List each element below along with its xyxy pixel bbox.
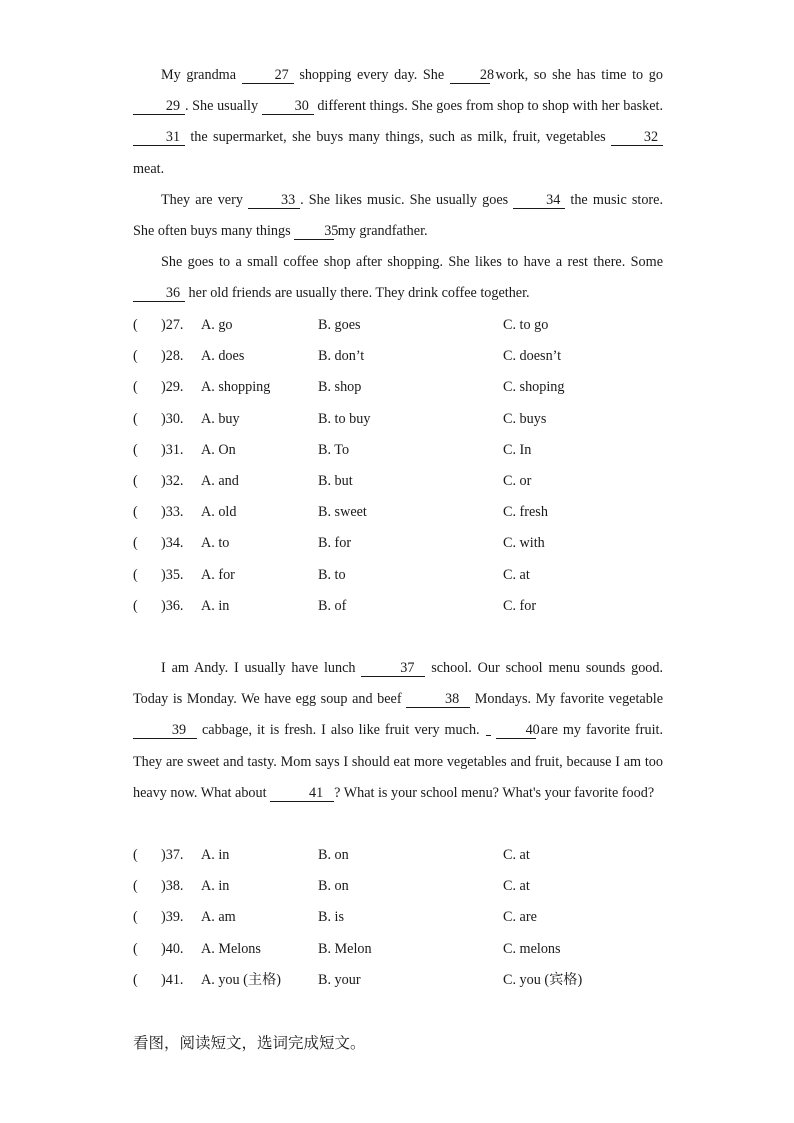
question-row [133, 404, 693, 435]
question-row [133, 840, 693, 871]
question-number: )28. [161, 348, 184, 365]
option-c[interactable]: C. doesn’t [503, 348, 562, 365]
option-a[interactable]: A. for [201, 566, 235, 583]
option-a[interactable]: A. does [201, 348, 245, 365]
text-segment: shopping every day. She [299, 67, 445, 83]
question-number: )41. [161, 971, 184, 988]
option-b[interactable]: B. to buy [318, 410, 371, 427]
text-segment: time to go [601, 67, 663, 83]
option-c[interactable]: C. at [503, 847, 530, 863]
section-instruction: 看图，阅读短文，选词完成短文。 [133, 1035, 366, 1052]
option-b[interactable]: B. Melon [318, 940, 372, 957]
passage-2 [133, 653, 663, 809]
text-segment: work, so she has [495, 67, 596, 83]
answer-bracket[interactable]: ( [133, 317, 138, 333]
passage-2-paragraph [133, 653, 663, 809]
option-c[interactable]: C. are [503, 909, 537, 926]
text-segment: more vegetables and fruit, because I am too heavy now. What about [133, 753, 663, 801]
question-row [133, 934, 693, 965]
underline-mark [486, 721, 491, 736]
option-c[interactable]: C. for [503, 597, 537, 614]
question-row [133, 310, 693, 341]
question-number: )33. [161, 504, 184, 521]
passage-1-paragraph-2 [133, 185, 663, 247]
option-c[interactable]: C. at [503, 566, 530, 583]
blank-31: 31 [133, 129, 185, 146]
question-row [133, 560, 693, 591]
question-row [133, 965, 693, 996]
blank-38: 38 [406, 691, 470, 708]
answer-bracket[interactable]: ( [133, 379, 138, 396]
answer-bracket[interactable]: ( [133, 566, 138, 583]
option-a[interactable]: A. go [201, 317, 233, 333]
answer-bracket[interactable]: ( [133, 504, 138, 521]
blank-41: 41 [270, 785, 334, 802]
text-segment: school. Our school menu sounds [431, 660, 626, 676]
question-number: )27. [161, 317, 184, 333]
answer-bracket[interactable]: ( [133, 940, 138, 957]
question-number: )30. [161, 410, 184, 427]
option-a[interactable]: A. in [201, 847, 230, 863]
answer-bracket[interactable]: ( [133, 410, 138, 427]
text-segment: cabbage, it is fresh. I also like fruit very much. [201, 722, 480, 739]
option-a[interactable]: A. shopping [201, 379, 271, 396]
question-number: )40. [161, 940, 184, 957]
text-segment: my grandfather. [337, 223, 428, 240]
option-b[interactable]: B. on [318, 878, 349, 895]
blank-36: 36 [133, 285, 185, 302]
text-segment: the [570, 191, 588, 208]
question-number: )39. [161, 909, 184, 926]
option-b[interactable]: B. sweet [318, 504, 367, 521]
question-row [133, 591, 693, 622]
option-c[interactable]: C. shoping [503, 379, 565, 396]
question-row [133, 497, 693, 528]
text-segment: good. Today is Monday. We have egg soup and beef [133, 660, 664, 708]
blank-30: 30 [262, 98, 314, 115]
answer-bracket[interactable]: ( [133, 535, 138, 552]
text-segment: What is your school menu? What's your favorite food? [343, 784, 655, 801]
option-b[interactable]: B. on [318, 847, 349, 863]
text-segment: They are very [161, 191, 243, 208]
question-row [133, 372, 693, 403]
answer-bracket[interactable]: ( [133, 909, 138, 926]
option-b[interactable]: B. shop [318, 379, 362, 396]
option-a[interactable]: A. to [201, 535, 230, 552]
question-number: )38. [161, 878, 184, 895]
question-row [133, 341, 693, 372]
option-b[interactable]: B. goes [318, 317, 361, 333]
blank-28: 28 [450, 67, 490, 84]
questions-27-36 [133, 310, 693, 622]
option-a[interactable]: A. and [201, 472, 239, 489]
text-segment: Some [630, 254, 663, 271]
option-b[interactable]: B. your [318, 971, 361, 988]
text-segment: the supermarket, she buys many things, such as [190, 129, 473, 146]
answer-bracket[interactable]: ( [133, 348, 138, 365]
option-b[interactable]: B. but [318, 472, 353, 489]
option-c[interactable]: C. you (宾格) [503, 971, 583, 988]
option-a[interactable]: A. buy [201, 410, 240, 427]
question-number: )36. [161, 597, 184, 614]
blank-39: 39 [133, 722, 197, 739]
text-segment: ? [334, 784, 341, 801]
question-row [133, 435, 693, 466]
option-c[interactable]: C. at [503, 878, 530, 895]
question-number: )35. [161, 566, 184, 583]
option-c[interactable]: C. In [503, 441, 532, 458]
option-a[interactable]: A. in [201, 597, 230, 614]
blank-40: 40 [496, 722, 536, 739]
question-number: )29. [161, 379, 184, 396]
option-a[interactable]: A. old [201, 504, 237, 521]
question-row [133, 902, 693, 933]
text-segment: are my favorite fruit. They are sweet and tasty. Mom says I should eat [133, 722, 664, 770]
blank-32: 32 [611, 129, 663, 146]
text-segment: . She likes music. She usually goes [300, 191, 509, 208]
answer-bracket[interactable]: ( [133, 971, 138, 988]
questions-37-41 [133, 840, 693, 996]
text-segment: Mondays. My [474, 691, 556, 708]
text-segment: milk, fruit, vegetables [477, 129, 606, 146]
blank-33: 33 [248, 192, 300, 209]
question-number: )34. [161, 535, 184, 552]
option-a[interactable]: A. you (主格) [201, 971, 281, 988]
question-number: )31. [161, 441, 184, 458]
text-segment: . She usually [185, 98, 259, 115]
option-a[interactable]: A. am [201, 909, 236, 926]
option-b[interactable]: B. is [318, 909, 345, 926]
answer-bracket[interactable]: ( [133, 847, 138, 863]
text-segment: I am Andy. I usually have lunch [161, 660, 356, 676]
text-segment: her old friends are usually there. They drink coffee together. [188, 285, 530, 302]
question-number: )32. [161, 472, 184, 489]
blank-27: 27 [242, 67, 294, 84]
option-a[interactable]: A. On [201, 441, 236, 458]
passage-1-paragraph-3 [133, 247, 663, 309]
passage-1 [133, 60, 663, 310]
text-segment: music store. She often buys many things [133, 191, 663, 240]
answer-bracket[interactable]: ( [133, 878, 138, 895]
question-row [133, 871, 693, 902]
option-a[interactable]: A. Melons [201, 940, 261, 957]
blank-37: 37 [361, 660, 425, 677]
text-segment: My grandma [161, 67, 236, 83]
blank-29: 29 [133, 98, 185, 115]
answer-bracket[interactable]: ( [133, 472, 138, 489]
blank-35: 35 [294, 223, 334, 240]
option-c[interactable]: C. fresh [503, 504, 548, 521]
option-b[interactable]: B. To [318, 441, 350, 458]
text-segment: meat. [133, 160, 165, 177]
option-a[interactable]: A. in [201, 878, 230, 895]
option-b[interactable]: B. don’t [318, 348, 365, 365]
text-segment: different things. She goes from shop [317, 98, 524, 115]
text-segment: She goes to a small coffee shop after shopping. She likes to have a rest there. [161, 254, 626, 271]
option-c[interactable]: C. melons [503, 940, 561, 957]
option-c[interactable]: C. with [503, 535, 545, 552]
question-row [133, 466, 693, 497]
option-c[interactable]: C. buys [503, 410, 547, 427]
question-row [133, 528, 693, 559]
answer-bracket[interactable]: ( [133, 441, 138, 458]
blank-34: 34 [513, 192, 565, 209]
passage-1-paragraph-1 [133, 60, 663, 185]
answer-bracket[interactable]: ( [133, 597, 138, 614]
question-number: )37. [161, 847, 184, 863]
text-segment: to shop with her basket. [527, 98, 664, 115]
option-c[interactable]: C. to go [503, 317, 549, 333]
option-b[interactable]: B. for [318, 535, 352, 552]
text-segment: favorite vegetable [559, 691, 664, 708]
option-c[interactable]: C. or [503, 472, 532, 489]
option-b[interactable]: B. of [318, 597, 347, 614]
option-b[interactable]: B. to [318, 566, 346, 583]
